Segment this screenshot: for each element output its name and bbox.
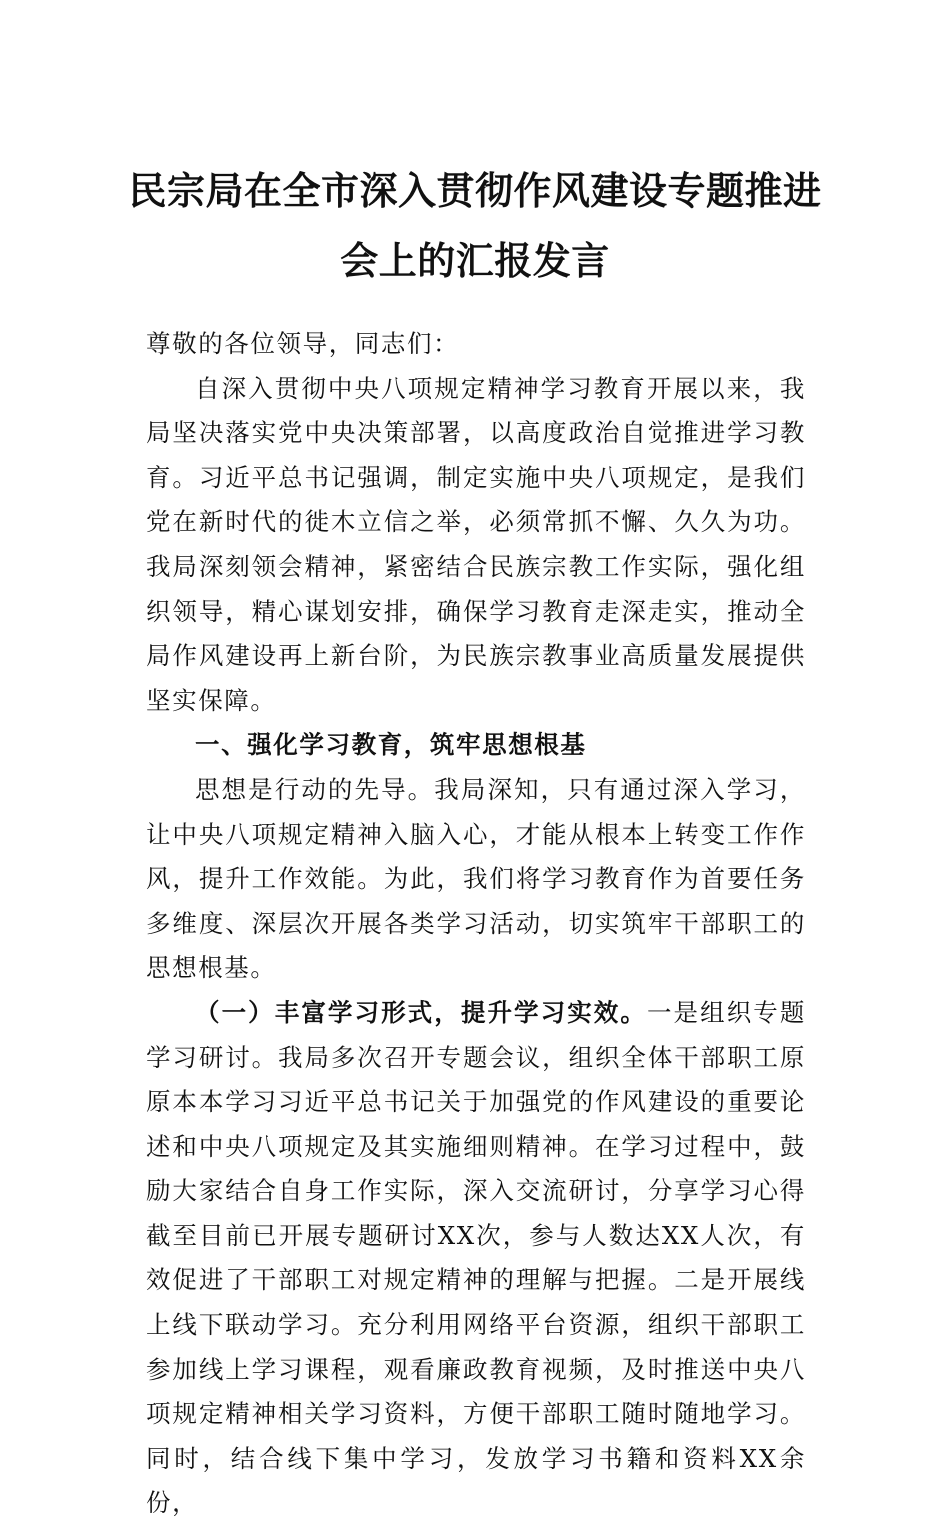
intro-paragraph: 自深入贯彻中央八项规定精神学习教育开展以来，我局坚决落实党中央决策部署，以高度政治自觉推进学习教育。习近平总书记强调，制定实施中央八项规定，是我们党在新时代的徙木立信之举，必须常抓不懈、久久为功。我局深刻领会精神，紧密结合民族宗教工作实际，强化组织领导，精心谋划安排，确保学习教育走深走实，推动全局作风建设再上新台阶，为民族宗教事业高质量发展提供坚实保障。 [146,373,806,715]
salutation: 尊敬的各位领导，同志们： [146,329,460,358]
document-body [146,322,806,1526]
subsection-1-heading: （一）丰富学习形式，提升学习实效。 [195,997,647,1027]
subsection-1-text: 一是组织专题学习研讨。我局多次召开专题会议，组织全体干部职工原原本本学习习近平总书记关于加强党的作风建设的重要论述和中央八项规定及其实施细则精神。在学习过程中，鼓励大家结合自身工作实际，深入交流研讨，分享学习心得截至目前已开展专题研讨XX次，参与人数达XX人次，有效促进了干部职工对规定精神的理解与把握。二是开展线上线下联动学习。充分利用网络平台资源，组织干部职工参加线上学习课程，观看廉政教育视频，及时推送中央八项规定精神相关学习资料，方便干部职工随时随地学习。同时，结合线下集中学习，发放学习书籍和资料XX余份， [146,997,806,1518]
page-title [120,156,830,296]
title-line-2: 会上的汇报发言 [340,238,610,283]
section-1-paragraph: 思想是行动的先导。我局深知，只有通过深入学习，让中央八项规定精神入脑入心，才能从根本上转变工作作风，提升工作效能。为此，我们将学习教育作为首要任务多维度、深层次开展各类学习活动，切实筑牢干部职工的思想根基。 [146,774,806,983]
section-1-heading: 一、强化学习教育，筑牢思想根基 [195,730,587,760]
subsection-1-paragraph [146,991,806,1526]
title-line-1: 民宗局在全市深入贯彻作风建设专题推进 [128,168,822,213]
